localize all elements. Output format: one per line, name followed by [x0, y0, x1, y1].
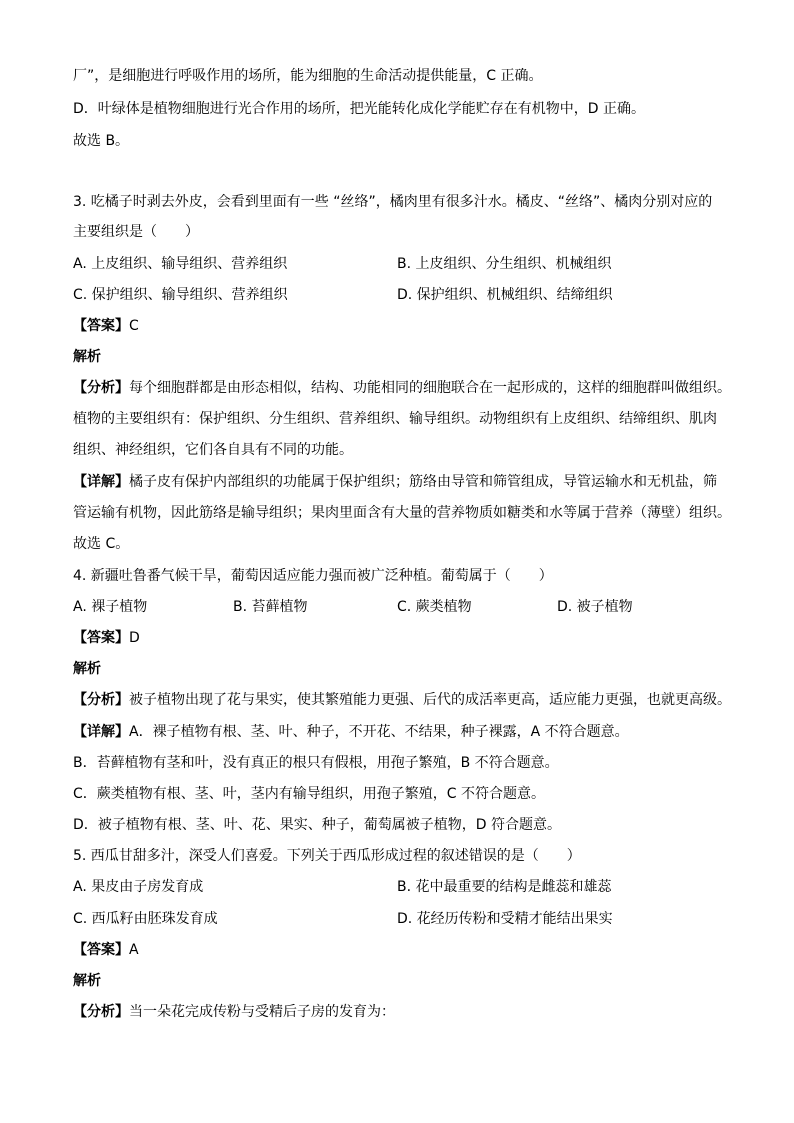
q4-xiangjie-line-2: B．苔藓植物有茎和叶，没有真正的根只有假根，用孢子繁殖，B 不符合题意。	[73, 755, 559, 771]
answer-tag: 【答案】	[73, 942, 129, 958]
answer-tag: 【答案】	[73, 318, 129, 334]
fenxi-text: 当一朵花完成传粉与受精后子房的发育为：	[129, 1004, 395, 1020]
q3-conclusion: 故选 C。	[73, 536, 130, 552]
q4-option-a: A. 裸子植物	[73, 599, 148, 615]
q3-fenxi-line-2: 植物的主要组织有：保护组织、分生组织、营养组织、输导组织。动物组织有上皮组织、结缔组织、肌肉	[73, 411, 717, 427]
q5-option-b: B. 花中最重要的结构是雌蕊和雄蕊	[397, 879, 612, 895]
fenxi-tag: 【分析】	[73, 692, 129, 708]
q4-option-c: C. 蕨类植物	[397, 599, 472, 615]
q4-jiexi-heading: 解析	[73, 661, 101, 677]
q5-jiexi-heading: 解析	[73, 973, 101, 989]
q3-option-d: D. 保护组织、机械组织、结缔组织	[397, 287, 613, 303]
xiangjie-tag: 【详解】	[73, 724, 129, 740]
answer-value: D	[129, 630, 140, 646]
q3-option-c: C. 保护组织、输导组织、营养组织	[73, 287, 288, 303]
answer-value: A	[129, 942, 139, 958]
xiangjie-text: A．裸子植物有根、茎、叶、种子，不开花、不结果，种子裸露，A 不符合题意。	[129, 724, 629, 740]
q4-xiangjie-line-4: D．被子植物有根、茎、叶、花、果实、种子，葡萄属被子植物，D 符合题意。	[73, 817, 562, 833]
fenxi-tag: 【分析】	[73, 380, 129, 396]
q4-stem: 4. 新疆吐鲁番气候干旱，葡萄因适应能力强而被广泛种植。葡萄属于（ ）	[73, 568, 553, 584]
answer-value: C	[129, 318, 139, 334]
q4-option-b: B. 苔藓植物	[233, 599, 308, 615]
q3-fenxi-line-3: 组织、神经组织，它们各自具有不同的功能。	[73, 442, 353, 458]
fenxi-text: 每个细胞群都是由形态相似，结构、功能相同的细胞联合在一起形成的，这样的细胞群叫做组织。	[129, 380, 731, 396]
xiangjie-tag: 【详解】	[73, 474, 129, 490]
q4-xiangjie-line-3: C．蕨类植物有根、茎、叶，茎内有输导组织，用孢子繁殖，C 不符合题意。	[73, 786, 545, 802]
q3-stem-line-1: 3. 吃橘子时剥去外皮，会看到里面有一些 “丝络”，橘肉里有很多汁水。橘皮、“丝络”、橘肉分别对应的	[73, 194, 713, 210]
q3-option-b: B. 上皮组织、分生组织、机械组织	[397, 256, 612, 272]
xiangjie-text: 橘子皮有保护内部组织的功能属于保护组织；筋络由导管和筛管组成，导管运输水和无机盐，筛	[129, 474, 717, 490]
q3-jiexi-heading: 解析	[73, 349, 101, 365]
q4-fenxi	[73, 690, 731, 710]
q3-option-a: A. 上皮组织、输导组织、营养组织	[73, 256, 288, 272]
q5-answer	[73, 940, 139, 960]
fenxi-text: 被子植物出现了花与果实，使其繁殖能力更强、后代的成活率更高，适应能力更强，也就更高级。	[129, 692, 731, 708]
q5-option-d: D. 花经历传粉和受精才能结出果实	[397, 911, 613, 927]
q5-stem: 5. 西瓜甘甜多汁，深受人们喜爱。下列关于西瓜形成过程的叙述错误的是（ ）	[73, 848, 581, 864]
intro-line-2: D．叶绿体是植物细胞进行光合作用的场所，把光能转化成化学能贮存在有机物中，D 正确。	[73, 101, 646, 117]
answer-tag: 【答案】	[73, 630, 129, 646]
q3-stem-line-2: 主要组织是（ ）	[73, 224, 199, 240]
intro-line-1: 厂”，是细胞进行呼吸作用的场所，能为细胞的生命活动提供能量，C 正确。	[73, 68, 543, 84]
q3-xiangjie-line-1	[73, 472, 717, 492]
q3-answer	[73, 316, 139, 336]
q5-option-a: A. 果皮由子房发育成	[73, 879, 204, 895]
intro-line-3: 故选 B。	[73, 133, 130, 149]
q4-option-d: D. 被子植物	[557, 599, 633, 615]
fenxi-tag: 【分析】	[73, 1004, 129, 1020]
q5-option-c: C. 西瓜籽由胚珠发育成	[73, 911, 218, 927]
q5-fenxi	[73, 1002, 395, 1022]
q4-xiangjie-line-1	[73, 722, 629, 742]
q3-xiangjie-line-2: 管运输有机物，因此筋络是输导组织；果肉里面含有大量的营养物质如糖类和水等属于营养（薄壁）组织。	[73, 505, 731, 521]
q4-answer	[73, 628, 140, 648]
q3-fenxi-line-1	[73, 378, 731, 398]
